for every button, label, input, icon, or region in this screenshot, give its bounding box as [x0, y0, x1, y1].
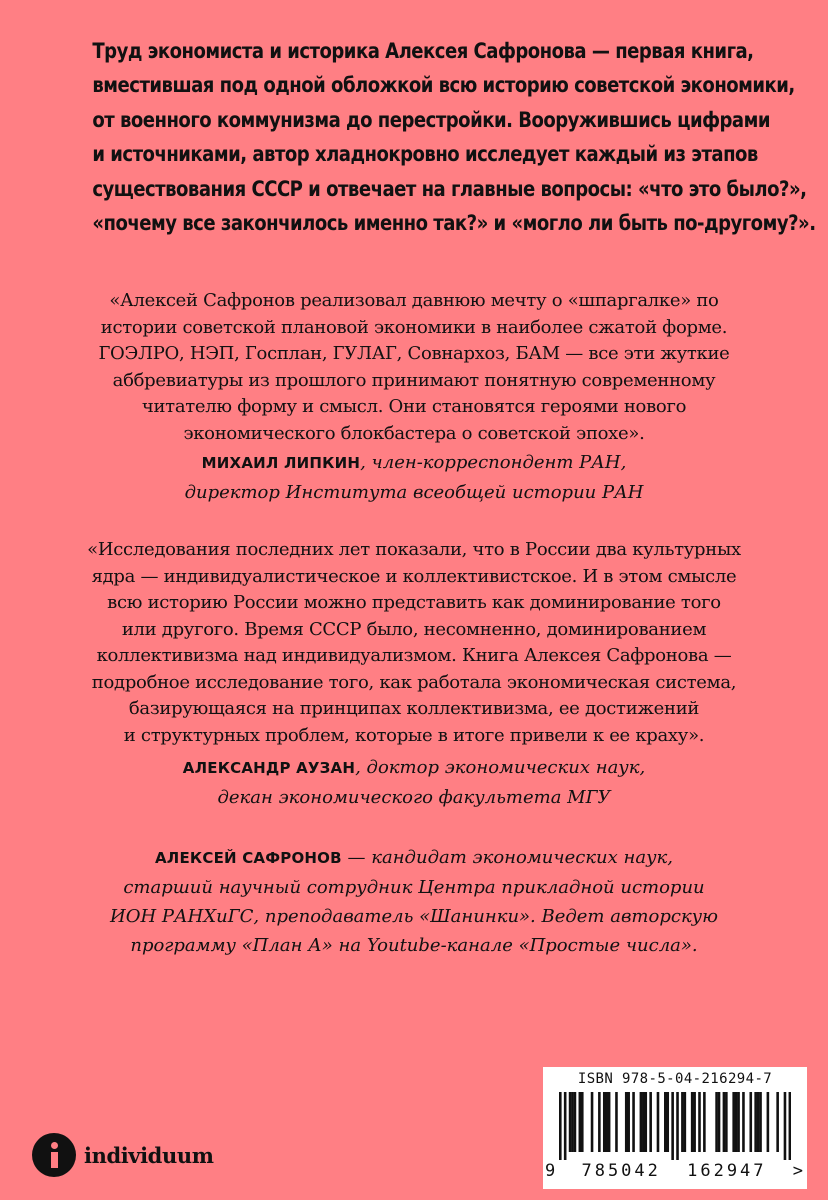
barcode-bar: [759, 1092, 762, 1152]
barcode-bar: [591, 1092, 594, 1152]
barcode-bar: [644, 1092, 647, 1152]
quote-line: всю историю России можно представить как доминирование того: [107, 592, 721, 613]
quote-line: истории советской плановой экономики в наиболее сжатой форме.: [100, 316, 728, 338]
barcode-bar: [657, 1092, 660, 1152]
bio-line: программу «План А» на Youtube-канале «Простые числа».: [130, 935, 698, 956]
ean-first-digit: 9: [545, 1161, 556, 1181]
barcode-bar: [671, 1092, 674, 1160]
barcode-bar: [559, 1092, 562, 1160]
info-circle-icon: [32, 1133, 76, 1177]
quote-line: «Алексей Сафронов реализовал давнюю мечту о «шпаргалке» по: [109, 290, 719, 311]
barcode-bar: [757, 1092, 760, 1152]
bio-line: старший научный сотрудник Центра прикладной истории: [123, 877, 705, 898]
barcode-bar: [723, 1092, 726, 1152]
barcode-bar: [598, 1092, 601, 1152]
author-bio: [20, 843, 808, 960]
quote-line: экономического блокбастера о советской эпохе».: [183, 422, 645, 444]
barcode-bar: [664, 1092, 667, 1152]
quote-line: ГОЭЛРО, НЭП, Госплан, ГУЛАГ, Совнархоз, БАМ — все эти жуткие: [98, 343, 730, 364]
attribution-auzan: [20, 753, 808, 813]
barcode-bar: [693, 1092, 696, 1152]
barcode-bar: [767, 1092, 770, 1152]
quote-auzan: [20, 537, 808, 749]
barcode-bar: [784, 1092, 787, 1160]
quote-line: ядра — индивидуалистическое и коллективистское. И в этом смысле: [91, 565, 737, 587]
barcode-bar: [625, 1092, 628, 1152]
ean-digits: [545, 1161, 803, 1181]
lead-line: Труд экономиста и историка Алексея Сафронова — первая книга,: [92, 39, 754, 63]
isbn-label: ISBN 978-5-04-216294-7: [577, 1071, 773, 1087]
bio-line: [20, 843, 808, 873]
ean-right-group: 162947: [687, 1161, 767, 1181]
quote-line: и структурных проблем, которые в итоге привели к ее краху».: [123, 724, 705, 746]
barcode-bar: [749, 1092, 752, 1152]
barcode-bar: [676, 1092, 679, 1160]
quote-line: базирующаяся на принципах коллективизма, ее достижений: [128, 698, 700, 719]
author-title: директор Института всеобщей истории РАН: [184, 482, 644, 503]
author-title: , доктор экономических наук,: [355, 757, 646, 778]
quote-line: подробное исследование того, как работала экономическая система,: [91, 671, 737, 693]
barcode-bar: [718, 1092, 721, 1152]
barcode-bar: [742, 1092, 745, 1152]
quote-line: или другого. Время СССР было, несомненно, доминированием: [121, 618, 707, 640]
lead-line: от военного коммунизма до перестройки. Вооружившись цифрами: [92, 107, 770, 132]
barcode-bar: [605, 1092, 608, 1152]
author-title: декан экономического факультета МГУ: [217, 787, 611, 808]
quote-line: коллективизма над индивидуализмом. Книга Алексея Сафронова —: [96, 645, 732, 666]
barcode-bar: [698, 1092, 701, 1152]
barcode-bar: [725, 1092, 728, 1152]
quote-line: «Исследования последних лет показали, что в России два культурных: [87, 539, 741, 560]
publisher-logo: [32, 1133, 214, 1177]
barcode-bar: [776, 1092, 779, 1152]
author-name: МИХАИЛ ЛИПКИН: [201, 454, 361, 472]
barcode-bar: [735, 1092, 738, 1152]
barcode-bar: [640, 1092, 643, 1152]
barcode-bar: [684, 1092, 687, 1152]
barcode-bar: [703, 1092, 706, 1152]
lead-line: существования СССР и отвечает на главные вопросы: «что это было?»,: [92, 176, 807, 201]
attribution-lipkin: [20, 448, 808, 508]
quote-line: читателю форму и смысл. Они становятся героями нового: [141, 396, 687, 417]
barcode-bar: [627, 1092, 630, 1152]
attribution-line: [20, 448, 808, 478]
barcode-bar: [579, 1092, 582, 1152]
barcode-bar: [608, 1092, 611, 1152]
barcode-bar: [574, 1092, 577, 1152]
barcode-bar: [615, 1092, 618, 1152]
barcode-bar: [581, 1092, 584, 1152]
quote-lipkin: [20, 288, 808, 447]
isbn-barcode: [543, 1067, 807, 1189]
barcode-bar: [603, 1092, 606, 1152]
quote-line: аббревиатуры из прошлого принимают понятную современному: [112, 369, 716, 391]
publisher-name: individuum: [84, 1142, 214, 1168]
barcode-bar: [642, 1092, 645, 1152]
author-title: , член-корреспондент РАН,: [360, 452, 627, 473]
barcode-bar: [564, 1092, 567, 1160]
barcode-bar: [632, 1092, 635, 1152]
author-name: АЛЕКСЕЙ САФРОНОВ: [154, 849, 342, 867]
ean-quiet-mark: >: [792, 1161, 803, 1181]
barcode-bar: [649, 1092, 652, 1152]
barcode-bars: [559, 1092, 791, 1160]
lead-line: «почему все закончилось именно так?» и «могло ли быть по-другому?».: [92, 211, 816, 236]
attribution-line: [20, 753, 808, 783]
barcode-bar: [571, 1092, 574, 1152]
barcode-bar: [754, 1092, 757, 1152]
barcode-bar: [666, 1092, 669, 1152]
bio-text: — кандидат экономических наук,: [341, 847, 674, 868]
barcode-bar: [569, 1092, 572, 1152]
barcode-bar: [715, 1092, 718, 1152]
barcode-bar: [681, 1092, 684, 1152]
barcode-bar: [732, 1092, 735, 1152]
barcode-bar: [737, 1092, 740, 1152]
barcode-bar: [691, 1092, 694, 1152]
bio-line: ИОН РАНХиГС, преподаватель «Шанинки». Ведет авторскую: [110, 906, 718, 927]
lead-line: вместившая под одной обложкой всю историю советской экономики,: [92, 73, 795, 98]
lead-paragraph: [92, 34, 816, 240]
author-name: АЛЕКСАНДР АУЗАН: [182, 759, 356, 777]
lead-line: и источниками, автор хладнокровно исследует каждый из этапов: [92, 142, 758, 167]
ean-left-group: 785042: [581, 1161, 661, 1181]
barcode-bar: [789, 1092, 791, 1160]
